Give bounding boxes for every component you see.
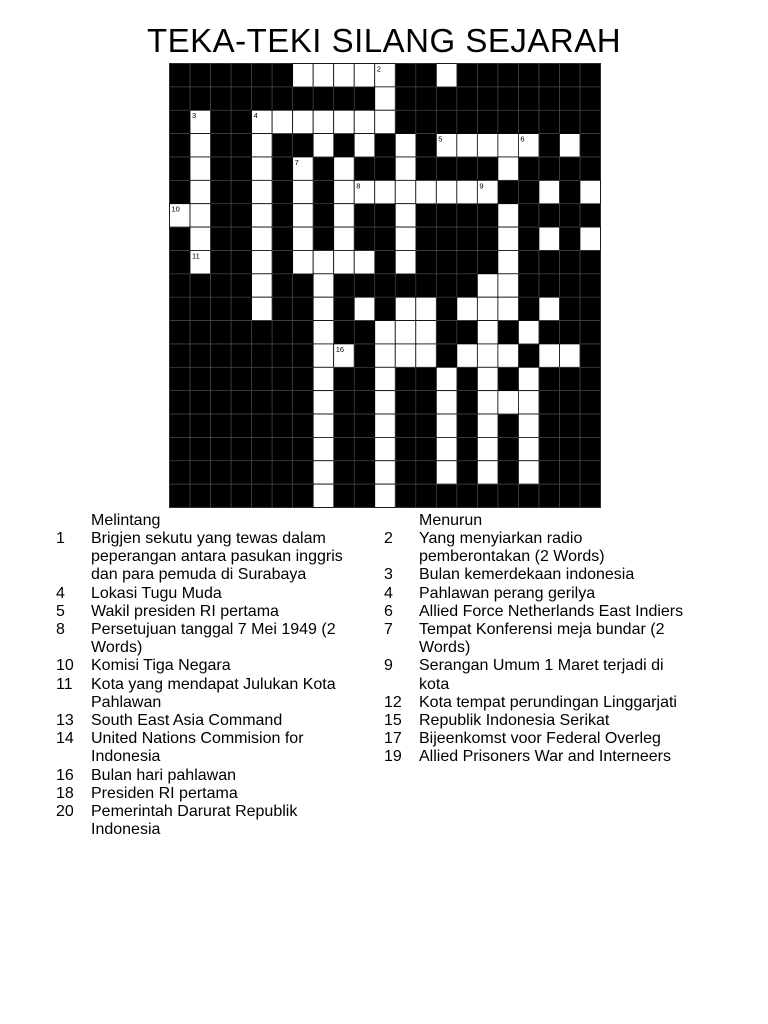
clue-number: 1 xyxy=(56,530,65,547)
clue-text: Kota tempat perundingan Linggarjati xyxy=(419,693,677,711)
across-clue xyxy=(56,621,356,657)
cell-number: 7 xyxy=(294,157,299,167)
grid-cell[interactable] xyxy=(416,321,437,344)
clue-number: 2 xyxy=(384,530,393,547)
grid-cell[interactable] xyxy=(539,227,560,250)
clue-number: 17 xyxy=(384,730,402,748)
clue-text: Presiden RI pertama xyxy=(91,784,238,802)
clue-number: 5 xyxy=(56,602,65,620)
grid-cell[interactable] xyxy=(416,344,437,367)
cell-number: 14 xyxy=(335,298,345,308)
clue-number: 18 xyxy=(56,784,74,802)
grid-cell[interactable] xyxy=(518,391,539,414)
grid-cell[interactable] xyxy=(190,227,211,250)
grid-cell[interactable] xyxy=(313,321,334,344)
grid-cell[interactable] xyxy=(436,437,457,460)
across-clue xyxy=(56,803,356,821)
grid-cell[interactable] xyxy=(498,227,519,250)
grid-cell[interactable] xyxy=(293,110,314,133)
grid-cell[interactable] xyxy=(313,64,334,87)
clue-number: 11 xyxy=(56,675,73,693)
grid-cell[interactable] xyxy=(436,391,457,414)
grid-cell[interactable] xyxy=(457,134,478,157)
grid-cell[interactable] xyxy=(395,157,416,180)
cell-number: 6 xyxy=(520,134,525,144)
grid-cell[interactable] xyxy=(354,110,375,133)
cell-number: 18 xyxy=(274,391,283,401)
grid-cell[interactable] xyxy=(313,461,334,484)
clue-text: Pahlawan perang gerilya xyxy=(419,584,596,602)
grid-cell[interactable] xyxy=(375,367,396,390)
grid-cell[interactable] xyxy=(334,157,355,180)
grid-cell[interactable] xyxy=(313,134,334,157)
grid-cell[interactable] xyxy=(518,437,539,460)
clue-text: Kota yang mendapat Julukan Kota Pahlawan xyxy=(91,675,336,711)
down-clue xyxy=(384,621,684,657)
page-title: TEKA-TEKI SILANG SEJARAH xyxy=(146,22,622,59)
grid-cell[interactable] xyxy=(518,367,539,390)
grid-cell[interactable] xyxy=(293,64,314,87)
grid-cell[interactable] xyxy=(436,180,457,203)
grid-cell[interactable] xyxy=(313,110,334,133)
grid-cell[interactable] xyxy=(477,297,498,320)
grid-cell[interactable] xyxy=(477,274,498,297)
grid-cell[interactable] xyxy=(293,180,314,203)
grid-cell[interactable] xyxy=(477,414,498,437)
grid-cell[interactable] xyxy=(354,250,375,273)
cell-number: 10 xyxy=(171,204,180,214)
down-clue xyxy=(384,566,684,584)
grid-cell[interactable] xyxy=(457,180,478,203)
down-clue xyxy=(384,730,684,748)
grid-cell[interactable] xyxy=(313,437,334,460)
down-clue xyxy=(384,530,684,566)
grid-cell[interactable] xyxy=(477,344,498,367)
grid-cell[interactable] xyxy=(313,274,334,297)
grid-cell[interactable] xyxy=(354,64,375,87)
across-clue xyxy=(56,821,356,839)
across-clue xyxy=(56,657,356,675)
clue-number: 12 xyxy=(384,693,402,711)
clue-number: 15 xyxy=(384,712,402,730)
down-clues xyxy=(384,512,684,767)
grid-cell[interactable] xyxy=(395,344,416,367)
clue-number: 4 xyxy=(56,584,65,602)
across-clue xyxy=(56,785,356,803)
grid-cell[interactable] xyxy=(477,367,498,390)
grid-cell[interactable] xyxy=(375,110,396,133)
grid-cell[interactable] xyxy=(293,250,314,273)
across-clue xyxy=(56,767,356,785)
cell-number: 20 xyxy=(274,461,283,471)
clue-number: 16 xyxy=(56,766,74,784)
cell-number: 13 xyxy=(438,274,447,284)
cell-number: 12 xyxy=(397,274,406,284)
clue-number: 19 xyxy=(384,748,402,766)
grid-cell[interactable] xyxy=(354,134,375,157)
grid-cell[interactable] xyxy=(498,204,519,227)
grid-cell[interactable] xyxy=(252,250,273,273)
cell-number: 8 xyxy=(356,181,361,191)
clue-text: Allied Force Netherlands East Indiers xyxy=(419,602,684,620)
grid-cell[interactable] xyxy=(395,134,416,157)
cell-number: 1 xyxy=(274,64,279,74)
clue-number: 7 xyxy=(384,621,393,639)
clue-text: South East Asia Command xyxy=(91,712,283,730)
clue-number: 3 xyxy=(384,566,393,584)
down-clue xyxy=(384,657,684,693)
cell-number: 3 xyxy=(192,111,197,121)
across-clue xyxy=(56,676,356,712)
across-clue xyxy=(56,530,356,585)
down-clue xyxy=(384,585,684,603)
grid-cell[interactable] xyxy=(580,227,601,250)
grid-cell[interactable] xyxy=(539,297,560,320)
grid-cell[interactable] xyxy=(252,180,273,203)
grid-cell[interactable] xyxy=(436,367,457,390)
grid-cell[interactable] xyxy=(498,250,519,273)
down-clue xyxy=(384,603,684,621)
clue-text: Bulan kemerdekaan indonesia xyxy=(419,566,635,584)
clue-number: 14 xyxy=(56,730,74,748)
across-heading: Melintang xyxy=(91,512,161,529)
grid-cell[interactable] xyxy=(498,134,519,157)
grid-cell[interactable] xyxy=(334,110,355,133)
grid-cell[interactable] xyxy=(293,227,314,250)
grid-cell[interactable] xyxy=(375,461,396,484)
grid-cell[interactable] xyxy=(190,134,211,157)
clue-number: 6 xyxy=(384,602,393,620)
grid-cell[interactable] xyxy=(252,204,273,227)
grid-cell[interactable] xyxy=(395,204,416,227)
clue-text: Republik Indonesia Serikat xyxy=(419,712,610,730)
grid-cell[interactable] xyxy=(539,180,560,203)
cell-number: 16 xyxy=(335,344,345,354)
cell-number: 15 xyxy=(274,344,283,354)
grid-cell[interactable] xyxy=(436,461,457,484)
grid-cell[interactable] xyxy=(252,297,273,320)
clue-number: 8 xyxy=(56,621,65,639)
grid-cell[interactable] xyxy=(559,134,580,157)
grid-cell[interactable] xyxy=(477,437,498,460)
grid-cell[interactable] xyxy=(518,321,539,344)
cell-number: 5 xyxy=(438,134,443,144)
clue-text: Lokasi Tugu Muda xyxy=(91,584,222,602)
grid-cell[interactable] xyxy=(457,344,478,367)
cell-number: 11 xyxy=(192,251,200,261)
clue-number: 20 xyxy=(56,803,74,821)
crossword-grid xyxy=(169,63,601,508)
grid-cell[interactable] xyxy=(334,227,355,250)
down-clue xyxy=(384,694,684,712)
across-clues xyxy=(56,512,356,839)
across-clue xyxy=(56,585,356,603)
grid-cell[interactable] xyxy=(313,414,334,437)
grid-cell[interactable] xyxy=(477,461,498,484)
clue-text: Brigjen sekutu yang tewas dalam peperangan antara pasukan inggris dan para pemuda di Surabaya xyxy=(91,530,343,584)
across-clue xyxy=(56,730,356,766)
grid-cell[interactable] xyxy=(252,157,273,180)
grid-cell[interactable] xyxy=(559,344,580,367)
grid-cell[interactable] xyxy=(190,157,211,180)
grid-cell[interactable] xyxy=(375,87,396,110)
grid-cell[interactable] xyxy=(375,484,396,507)
grid-cell[interactable] xyxy=(334,64,355,87)
clue-text: Persetujuan tanggal 7 Mei 1949 (2 Words) xyxy=(91,621,336,657)
grid-cell[interactable] xyxy=(313,297,334,320)
down-clue xyxy=(384,748,684,766)
grid-cell[interactable] xyxy=(375,437,396,460)
grid-cell[interactable] xyxy=(477,134,498,157)
grid-cell[interactable] xyxy=(375,344,396,367)
grid-cell[interactable] xyxy=(252,274,273,297)
grid-cell[interactable] xyxy=(252,227,273,250)
grid-cell[interactable] xyxy=(313,250,334,273)
grid-cell[interactable] xyxy=(375,391,396,414)
grid-cell[interactable] xyxy=(334,250,355,273)
grid-cell[interactable] xyxy=(498,344,519,367)
clue-text: Bulan hari pahlawan xyxy=(91,766,236,784)
grid-cell[interactable] xyxy=(457,297,478,320)
clue-text: Bijeenkomst voor Federal Overleg xyxy=(419,730,661,748)
grid-cell[interactable] xyxy=(354,297,375,320)
grid-cell[interactable] xyxy=(436,414,457,437)
grid-cell[interactable] xyxy=(293,204,314,227)
clue-text: United Nations Commision for Indonesia xyxy=(91,730,304,766)
grid-cell[interactable] xyxy=(190,204,211,227)
down-heading: Menurun xyxy=(419,512,483,529)
grid-cell[interactable] xyxy=(518,414,539,437)
crossword-grid-svg xyxy=(169,63,601,508)
cell-number: 4 xyxy=(253,111,258,121)
grid-cell[interactable] xyxy=(375,414,396,437)
grid-cell[interactable] xyxy=(498,274,519,297)
grid-cell[interactable] xyxy=(498,297,519,320)
grid-cell[interactable] xyxy=(436,64,457,87)
grid-cell[interactable] xyxy=(272,110,293,133)
grid-cell[interactable] xyxy=(190,180,211,203)
down-clue-list xyxy=(384,530,684,767)
grid-cell[interactable] xyxy=(539,344,560,367)
grid-cell[interactable] xyxy=(580,180,601,203)
across-clue xyxy=(56,712,356,730)
grid-cell[interactable] xyxy=(313,367,334,390)
grid-cell[interactable] xyxy=(334,180,355,203)
down-clue xyxy=(384,712,684,730)
grid-cell[interactable] xyxy=(416,180,437,203)
cell-number: 9 xyxy=(479,181,484,191)
grid-cell[interactable] xyxy=(416,297,437,320)
across-clue-list xyxy=(56,530,356,839)
cell-number: 19 xyxy=(335,391,345,401)
clue-text: Indonesia xyxy=(91,821,161,839)
clue-text: Serangan Umum 1 Maret terjadi di kota xyxy=(419,657,664,693)
grid-cell[interactable] xyxy=(395,227,416,250)
grid-cell[interactable] xyxy=(313,344,334,367)
clue-number: 10 xyxy=(56,657,74,675)
grid-cell[interactable] xyxy=(313,391,334,414)
grid-cell[interactable] xyxy=(477,391,498,414)
grid-cell[interactable] xyxy=(518,461,539,484)
clue-text: Komisi Tiga Negara xyxy=(91,657,231,675)
grid-cell[interactable] xyxy=(498,391,519,414)
grid-cell[interactable] xyxy=(313,484,334,507)
clue-text: Wakil presiden RI pertama xyxy=(91,602,279,620)
cell-number: 17 xyxy=(438,344,447,354)
grid-cell[interactable] xyxy=(395,297,416,320)
grid-cell[interactable] xyxy=(375,180,396,203)
grid-cell[interactable] xyxy=(395,321,416,344)
clue-number: 9 xyxy=(384,657,393,675)
clue-number: 13 xyxy=(56,712,74,730)
grid-cell[interactable] xyxy=(477,321,498,344)
grid-cell[interactable] xyxy=(252,134,273,157)
cell-number: 2 xyxy=(376,64,381,74)
grid-cell[interactable] xyxy=(395,250,416,273)
clue-text: Pemerintah Darurat Republik xyxy=(91,803,298,821)
clue-text: Yang menyiarkan radio pemberontakan (2 Words) xyxy=(419,530,605,566)
grid-cell[interactable] xyxy=(375,321,396,344)
grid-cell[interactable] xyxy=(498,157,519,180)
grid-cell[interactable] xyxy=(334,204,355,227)
clue-number: 4 xyxy=(384,584,393,602)
grid-cell[interactable] xyxy=(395,180,416,203)
across-clue xyxy=(56,603,356,621)
clue-text: Tempat Konferensi meja bundar (2 Words) xyxy=(419,621,665,657)
clue-text: Allied Prisoners War and Interneers xyxy=(419,748,671,766)
